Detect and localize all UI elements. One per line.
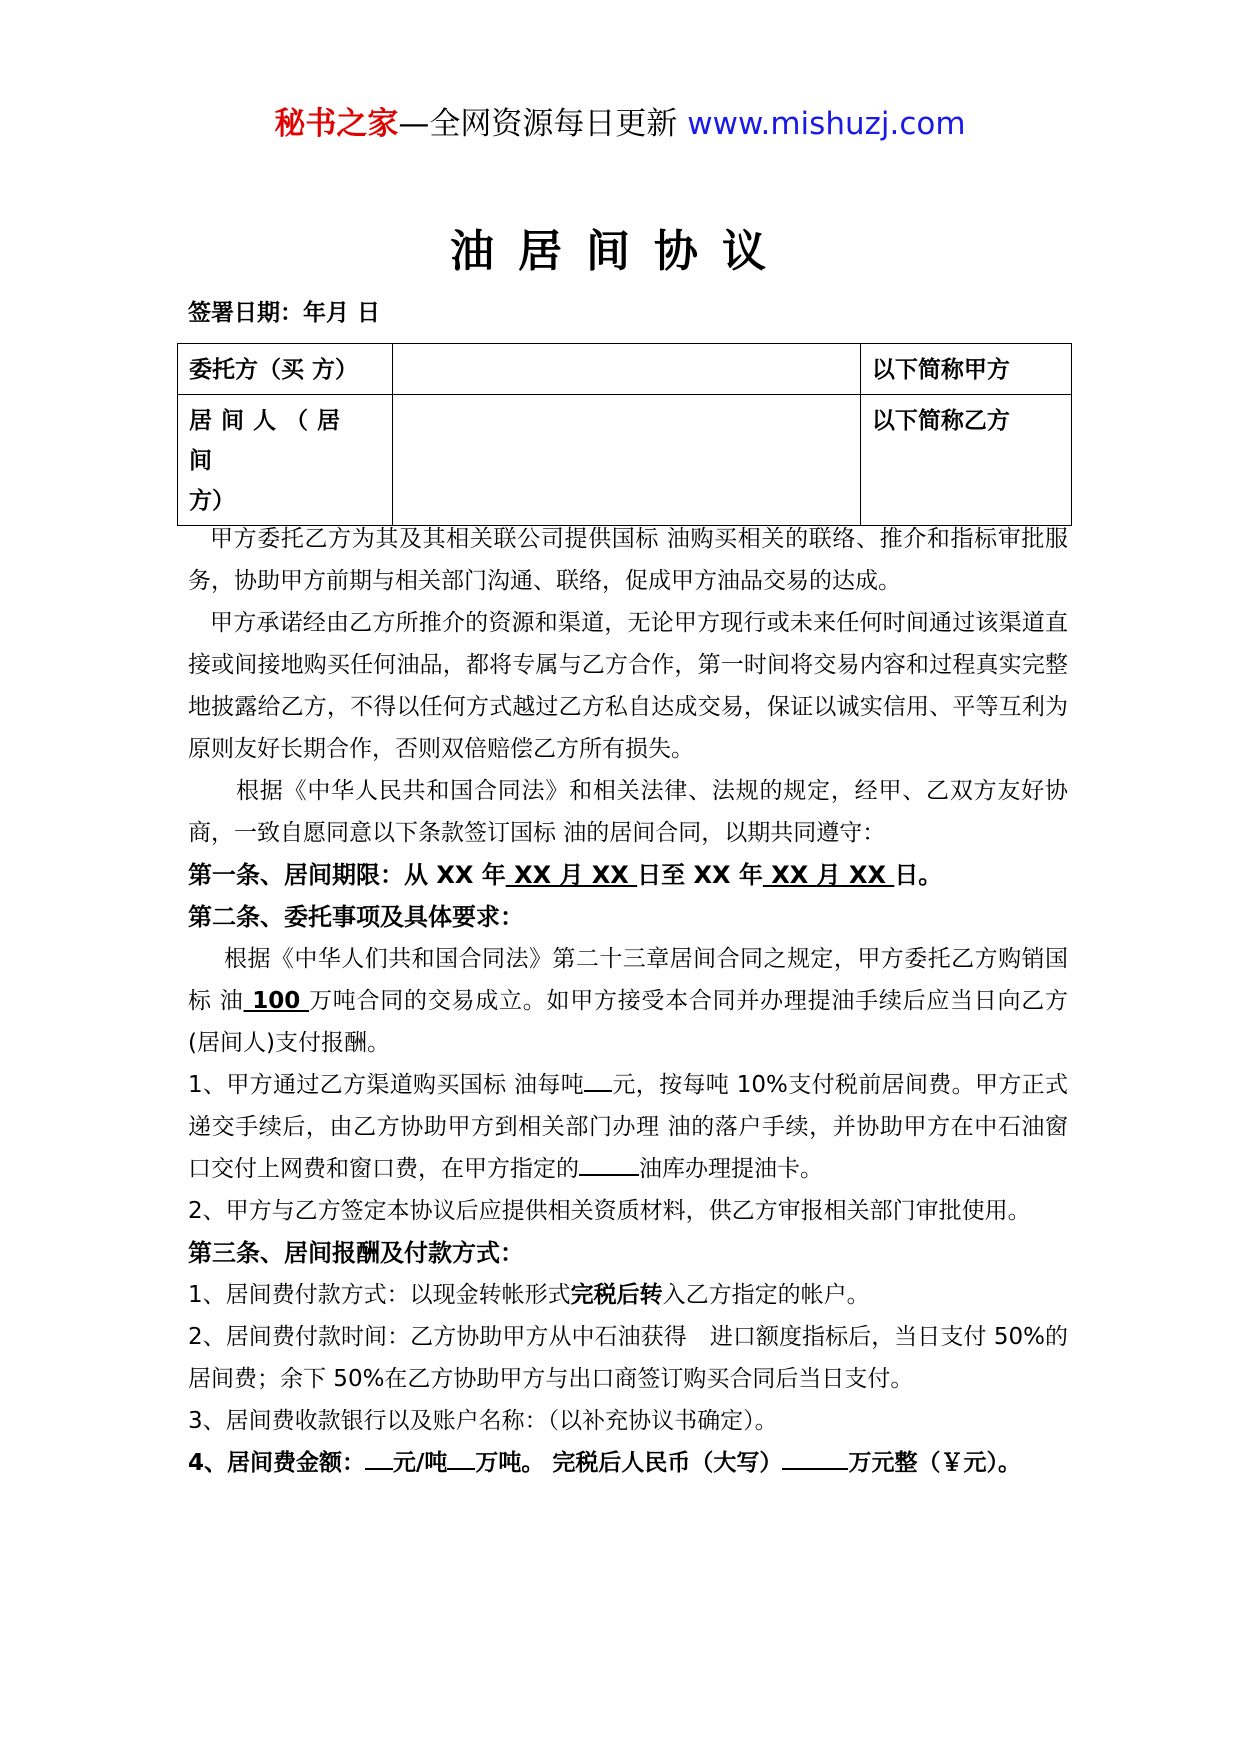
party-name-intermediary bbox=[392, 395, 860, 526]
article-1-colon: ： bbox=[380, 861, 404, 889]
article-2-text-b: 万吨合同的交易成立。如甲方接受本合同并办理提油手续后应当日向乙方(居间人)支付报酬。 bbox=[188, 988, 1069, 1056]
paragraph-intro-1: 甲方委托乙方为其及其相关联公司提供国标 油购买相关的联络、推介和指标审批服务，协助甲方前期与相关部门沟通、联络，促成甲方油品交易的达成。 bbox=[188, 526, 1068, 594]
term-month-char-2: 月 bbox=[816, 861, 841, 889]
article-2-item-1 bbox=[188, 1064, 1068, 1190]
party-label-intermediary bbox=[178, 395, 393, 526]
depot-blank bbox=[579, 1152, 639, 1176]
article-3-item-2: 2、居间费付款时间：乙方协助甲方从中石油获得 进口额度指标后，当日支付 50%的居间费；余下 50%在乙方协助甲方与出口商签订购买合同后当日支付。 bbox=[188, 1324, 1068, 1392]
price-blank bbox=[584, 1068, 612, 1092]
article-2-title: 第二条、委托事项及具体要求： bbox=[188, 903, 524, 931]
payment-method-bold: 完税后转 bbox=[570, 1282, 663, 1308]
item-1-text-c: 油库办理提油卡。 bbox=[639, 1156, 823, 1182]
term-end: 日。 bbox=[894, 861, 943, 889]
site-url-link[interactable]: www.mishuzj.com bbox=[687, 106, 966, 142]
payment-method-text-c: 入乙方指定的帐户。 bbox=[662, 1282, 870, 1308]
fee-total-blank bbox=[782, 1446, 848, 1470]
brand-name: 秘书之家 bbox=[274, 106, 399, 142]
party-label-intermediary-line2: 方） bbox=[189, 488, 235, 514]
term-from-month: XX bbox=[505, 861, 560, 889]
term-month-char-1: 月 bbox=[559, 861, 584, 889]
fee-tonnage-blank bbox=[447, 1446, 475, 1470]
item-1-text-a: 1、甲方通过乙方渠道购买国标 油每吨 bbox=[188, 1072, 585, 1098]
article-1-term bbox=[188, 854, 1068, 896]
fee-total-label: 万吨。 完税后人民币（大写） bbox=[475, 1450, 783, 1476]
party-label-client: 委托方（买 方） bbox=[178, 344, 393, 395]
party-alias-intermediary: 以下简称乙方 bbox=[860, 395, 1071, 526]
party-row-client bbox=[178, 344, 1072, 395]
document-title: 油居间协议 bbox=[450, 226, 790, 277]
party-row-intermediary bbox=[178, 395, 1072, 526]
header-dash: — bbox=[398, 106, 430, 142]
term-to: 日至 XX 年 bbox=[637, 861, 763, 889]
parties-table bbox=[177, 343, 1072, 526]
header-slogan: 全网资源每日更新 bbox=[429, 106, 678, 142]
fee-unit: 元/吨 bbox=[393, 1450, 448, 1476]
fee-amount-label: 4、居间费金额： bbox=[188, 1450, 366, 1476]
article-2-paragraph-1 bbox=[188, 938, 1068, 1064]
term-to-day: XX bbox=[840, 861, 895, 889]
sign-date: 签署日期：年月 日 bbox=[188, 300, 381, 326]
site-header bbox=[0, 102, 1240, 146]
fee-per-ton-blank bbox=[365, 1446, 393, 1470]
party-alias-client: 以下简称甲方 bbox=[860, 344, 1071, 395]
party-label-intermediary-line1: 居间人（居间 bbox=[189, 408, 349, 474]
article-3-title: 第三条、居间报酬及付款方式： bbox=[188, 1239, 524, 1267]
paragraph-intro-3: 根据《中华人民共和国合同法》和相关法律、法规的规定，经甲、乙双方友好协商，一致自愿同意以下条款签订国标 油的居间合同，以期共同遵守： bbox=[188, 778, 1068, 846]
article-3-item-3: 3、居间费收款银行以及账户名称：（以补充协议书确定）。 bbox=[188, 1408, 778, 1434]
party-name-client bbox=[392, 344, 860, 395]
agreement-body bbox=[188, 518, 1068, 1484]
term-from-day: XX bbox=[583, 861, 638, 889]
article-2-item-2: 2、甲方与乙方签定本协议后应提供相关资质材料，供乙方审报相关部门审批使用。 bbox=[188, 1198, 1031, 1224]
paragraph-intro-2: 甲方承诺经由乙方所推介的资源和渠道，无论甲方现行或未来任何时间通过该渠道直接或间接地购买任何油品，都将专属与乙方合作，第一时间将交易内容和过程真实完整地披露给乙方，不得以任何方式越过乙方私自达成交易，保证以诚实信用、平等互利为原则友好长期合作，否则双倍赔偿乙方所有损失。 bbox=[188, 610, 1068, 762]
payment-method-text-a: 1、居间费付款方式：以现金转帐形式 bbox=[188, 1282, 571, 1308]
item-1-text-b: 元，按每吨 10%支付税前居间费。甲方正式递交手续后，由乙方协助甲方到相关部门办理 油的落户手续，并协助甲方在中石油窗口交付上网费和窗口费，在甲方指定的 bbox=[188, 1072, 1069, 1182]
term-from: 从 XX 年 bbox=[404, 861, 506, 889]
fee-total-suffix: 万元整（￥元）。 bbox=[848, 1450, 1021, 1476]
term-to-month: XX bbox=[762, 861, 817, 889]
article-1-label: 第一条、居间期限 bbox=[188, 861, 380, 889]
article-3-item-4 bbox=[188, 1442, 1068, 1484]
article-2-text-a: 根据《中华人们共和国合同法》第二十三章居间合同之规定，甲方委托乙方购销国标 油 bbox=[188, 946, 1068, 1014]
contract-quantity: 100 bbox=[243, 988, 310, 1014]
article-3-item-1 bbox=[188, 1274, 1068, 1316]
